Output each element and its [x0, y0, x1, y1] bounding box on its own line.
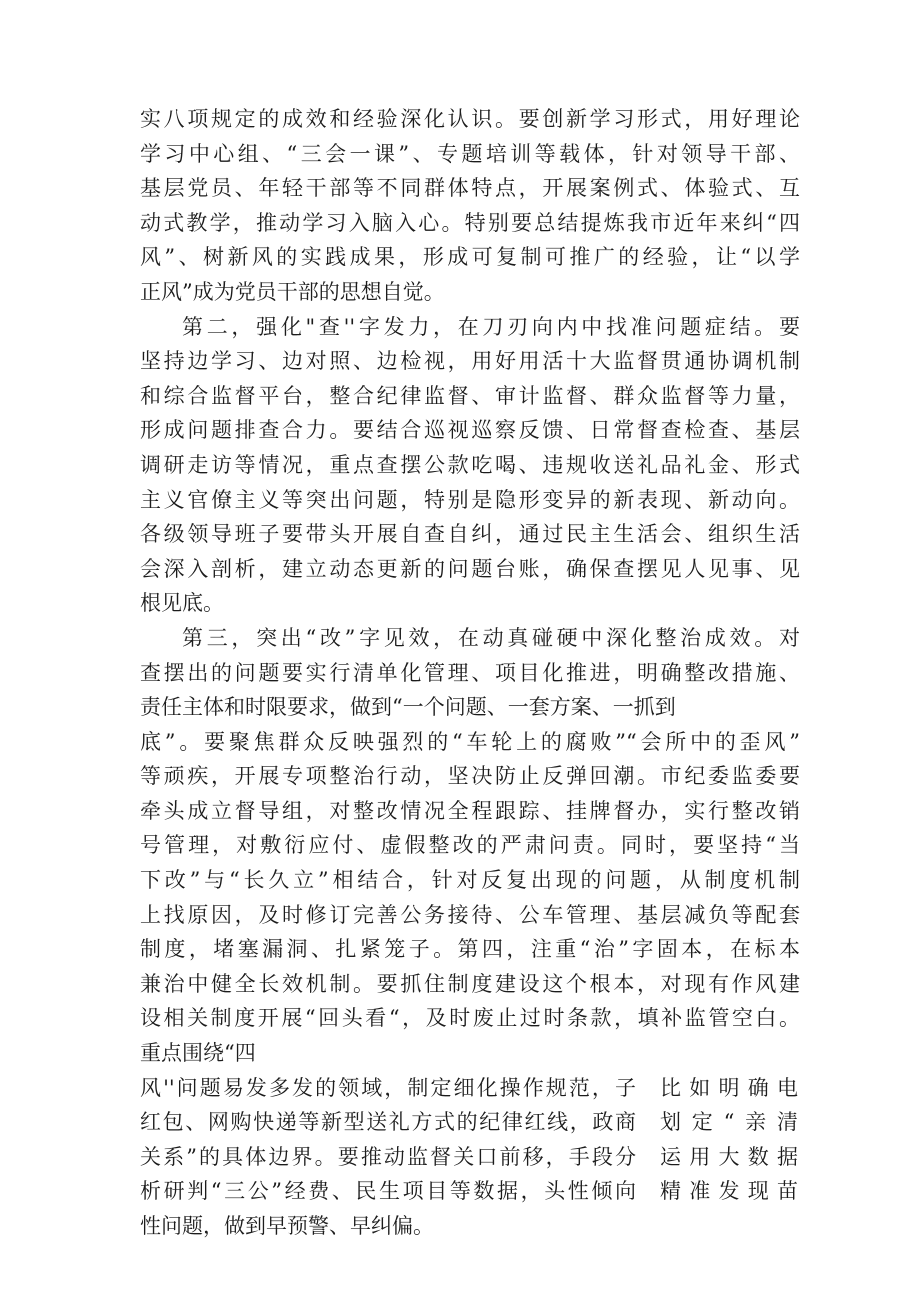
text-line: 号管理，对敷衍应付、虚假整改的严肃问责。同时，要坚持“当 [140, 833, 800, 858]
split-right-text: 比如明确电 [660, 1075, 798, 1100]
text-line: 牵头成立督导组，对整改情况全程跟踪、挂牌督办，实行整改销 [140, 798, 800, 823]
split-text-row [140, 1209, 800, 1244]
split-text-row [140, 1174, 800, 1209]
text-line: 和综合监督平台，整合纪律监督、审计监督、群众监督等力量， [140, 383, 800, 408]
split-text-row [140, 1071, 800, 1106]
text-line: 实八项规定的成效和经验深化认识。要创新学习形式，用好理论 [140, 107, 800, 131]
text-line: 设相关制度开展“回头看“，及时废止过时条款，填补监管空白。 [140, 1006, 800, 1031]
text-line: 责任主体和时限要求，做到“一个问题、一套方案、一抓到 [140, 695, 676, 720]
text-line: 各级领导班子要带头开展自查自纠，通过民主生活会、组织生活 [140, 522, 800, 547]
document-body [140, 102, 800, 1244]
text-line: 形成问题排查合力。要结合巡视巡察反馈、日常督查检查、基层 [140, 418, 800, 443]
split-right-text: 划定“亲清 [660, 1110, 798, 1135]
split-left-text: 风''问题易发多发的领域，制定细化操作规范，子 [140, 1075, 636, 1100]
text-line: 制度，堵塞漏洞、扎紧笼子。第四，注重“治”字固本，在标本 [140, 937, 800, 962]
paragraph-start-line: 第三，突出“改”字见效，在动真碰硬中深化整治成效。对 [182, 625, 800, 650]
text-line: 坚持边学习、边对照、边检视，用好用活十大监督贯通协调机制 [140, 349, 800, 374]
split-right-text: 精准发现苗 [660, 1179, 798, 1204]
split-left-text: 红包、网购快递等新型送礼方式的纪律红线，政商 [140, 1110, 636, 1135]
text-line: 上找原因，及时修订完善公务接待、公车管理、基层减负等配套 [140, 902, 800, 927]
text-line: 重点围绕“四 [140, 1041, 256, 1066]
text-line: 查摆出的问题要实行清单化管理、项目化推进，明确整改措施、 [140, 660, 800, 685]
text-line: 动式教学，推动学习入脑入心。特别要总结提炼我市近年来纠“四 [140, 210, 800, 235]
text-line: 根见底。 [140, 591, 224, 616]
text-line: 风”、树新风的实践成果，形成可复制可推广的经验，让“以学 [140, 245, 800, 270]
text-line: 正风”成为党员干部的思想自觉。 [140, 279, 445, 304]
split-left-text: 关系”的具体边界。要推动监督关口前移，手段分 [140, 1144, 636, 1169]
text-line: 主义官僚主义等突出问题，特别是隐形变异的新表现、新动向。 [140, 487, 800, 512]
text-line: 兼治中健全长效机制。要抓住制度建设这个根本，对现有作风建 [140, 971, 800, 996]
split-text-row [140, 1105, 800, 1140]
split-text-row [140, 1140, 800, 1175]
text-line: 会深入剖析，建立动态更新的问题台账，确保查摆见人见事、见 [140, 556, 800, 581]
text-line: 调研走访等情况，重点查摆公款吃喝、违规收送礼品礼金、形式 [140, 452, 800, 477]
text-line: 下改”与“长久立”相结合，针对反复出现的问题，从制度机制 [140, 868, 800, 893]
paragraph-start-line: 第二，强化"查''字发力，在刀刃向内中找准问题症结。要 [182, 314, 800, 339]
split-left-text: 性问题，做到早预警、早纠偏。 [140, 1214, 434, 1238]
split-right-text: 运用大数据 [660, 1144, 798, 1169]
text-line: 基层党员、年轻干部等不同群体特点，开展案例式、体验式、互 [140, 176, 800, 201]
text-line: 等顽疾，开展专项整治行动，坚决防止反弹回潮。市纪委监委要 [140, 764, 800, 789]
text-line: 学习中心组、“三会一课”、专题培训等载体，针对领导干部、 [140, 141, 800, 166]
split-left-text: 析研判“三公”经费、民生项目等数据，头性倾向 [140, 1179, 636, 1204]
text-line: 底”。要聚焦群众反映强烈的“车轮上的腐败”“会所中的歪风” [140, 729, 800, 754]
